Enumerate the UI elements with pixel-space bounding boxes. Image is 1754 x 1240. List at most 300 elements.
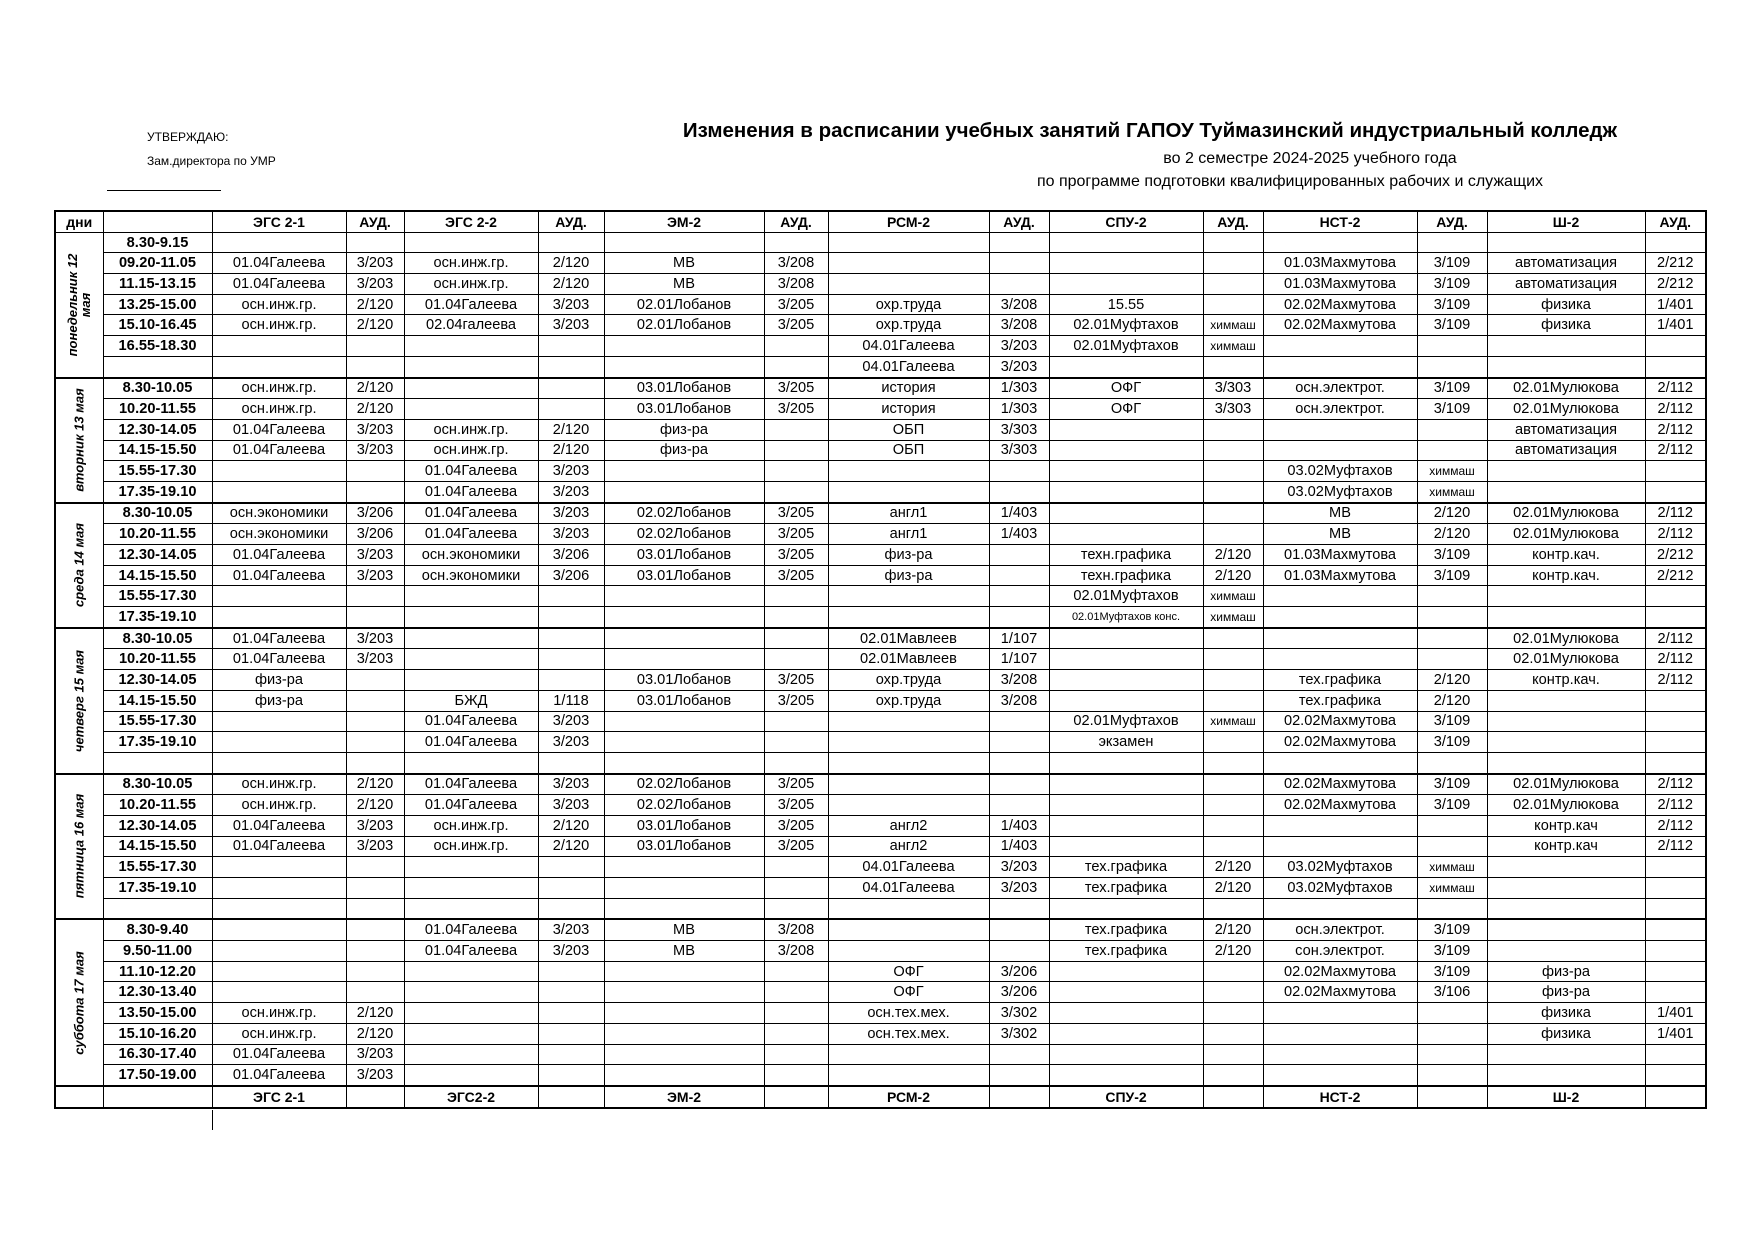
header-cell: дни bbox=[55, 211, 103, 232]
footer-cell bbox=[1645, 1086, 1706, 1108]
schedule-cell: 2/112 bbox=[1645, 795, 1706, 816]
schedule-cell: 03.01Лобанов bbox=[604, 399, 764, 420]
schedule-cell: 3/205 bbox=[764, 399, 828, 420]
schedule-cell: 02.01Муфтахов bbox=[1049, 315, 1203, 336]
schedule-cell bbox=[828, 774, 989, 795]
approval-line-2: Зам.директора по УМР bbox=[147, 154, 276, 168]
schedule-cell: 2/112 bbox=[1645, 836, 1706, 857]
schedule-cell: 1/118 bbox=[538, 690, 604, 711]
schedule-cell: 3/302 bbox=[989, 1023, 1049, 1044]
header-cell: АУД. bbox=[346, 211, 404, 232]
schedule-cell: МВ bbox=[1263, 503, 1417, 524]
signature-line bbox=[107, 190, 221, 191]
schedule-cell: 2/112 bbox=[1645, 419, 1706, 440]
schedule-cell bbox=[1487, 919, 1645, 940]
schedule-cell bbox=[828, 898, 989, 919]
schedule-cell bbox=[1203, 670, 1263, 691]
schedule-cell bbox=[346, 356, 404, 377]
table-row bbox=[55, 336, 1706, 357]
day-label-cell bbox=[55, 503, 103, 628]
schedule-cell bbox=[828, 274, 989, 295]
schedule-cell: 02.01Мавлеев bbox=[828, 628, 989, 649]
schedule-cell: 01.04Галеева bbox=[404, 503, 538, 524]
schedule-cell bbox=[212, 232, 346, 253]
schedule-cell: охр.труда bbox=[828, 670, 989, 691]
schedule-cell bbox=[1487, 752, 1645, 773]
schedule-cell: физ-ра bbox=[212, 670, 346, 691]
table-row bbox=[55, 586, 1706, 607]
day-label-cell bbox=[55, 774, 103, 920]
schedule-cell: химмаш bbox=[1203, 336, 1263, 357]
table-row bbox=[55, 356, 1706, 377]
table-row bbox=[55, 274, 1706, 295]
schedule-cell bbox=[604, 1044, 764, 1065]
schedule-cell bbox=[538, 961, 604, 982]
footer-cell: ЭГС2-2 bbox=[404, 1086, 538, 1108]
schedule-cell: 3/203 bbox=[538, 315, 604, 336]
schedule-cell bbox=[1049, 440, 1203, 461]
schedule-cell: 01.04Галеева bbox=[404, 919, 538, 940]
schedule-cell: 2/112 bbox=[1645, 524, 1706, 545]
schedule-cell bbox=[989, 732, 1049, 753]
schedule-cell: 2/212 bbox=[1645, 565, 1706, 586]
schedule-cell bbox=[1203, 1003, 1263, 1024]
schedule-cell: 2/120 bbox=[346, 774, 404, 795]
schedule-cell bbox=[828, 941, 989, 962]
schedule-cell bbox=[404, 649, 538, 670]
time-cell: 14.15-15.50 bbox=[103, 565, 212, 586]
schedule-cell bbox=[604, 711, 764, 732]
schedule-cell: 3/203 bbox=[346, 815, 404, 836]
schedule-cell: 02.02Махмутова bbox=[1263, 711, 1417, 732]
schedule-cell: 04.01Галеева bbox=[828, 356, 989, 377]
schedule-cell bbox=[1645, 752, 1706, 773]
schedule-cell: 2/212 bbox=[1645, 545, 1706, 566]
schedule-cell: 1/401 bbox=[1645, 1023, 1706, 1044]
schedule-cell: физика bbox=[1487, 1003, 1645, 1024]
schedule-cell bbox=[1049, 836, 1203, 857]
schedule-cell: тех.графика bbox=[1263, 690, 1417, 711]
schedule-cell: 3/205 bbox=[764, 565, 828, 586]
schedule-cell bbox=[212, 732, 346, 753]
schedule-cell bbox=[1487, 232, 1645, 253]
schedule-cell: 01.04Галеева bbox=[404, 294, 538, 315]
schedule-cell bbox=[1645, 1065, 1706, 1086]
schedule-cell: 03.01Лобанов bbox=[604, 565, 764, 586]
schedule-cell bbox=[764, 982, 828, 1003]
schedule-cell bbox=[404, 898, 538, 919]
schedule-cell: 02.01Муфтахов bbox=[1049, 586, 1203, 607]
schedule-cell: 3/206 bbox=[346, 524, 404, 545]
schedule-cell: осн.инж.гр. bbox=[212, 774, 346, 795]
schedule-cell: 2/120 bbox=[538, 274, 604, 295]
schedule-cell: 02.02Махмутова bbox=[1263, 795, 1417, 816]
schedule-cell: осн.экономики bbox=[212, 503, 346, 524]
schedule-cell bbox=[1263, 752, 1417, 773]
schedule-cell: ОФГ bbox=[1049, 378, 1203, 399]
schedule-cell bbox=[1203, 898, 1263, 919]
schedule-cell bbox=[764, 461, 828, 482]
schedule-cell bbox=[764, 1044, 828, 1065]
day-label-cell bbox=[55, 919, 103, 1086]
schedule-cell: 3/203 bbox=[538, 294, 604, 315]
schedule-cell: 3/208 bbox=[764, 253, 828, 274]
schedule-cell bbox=[538, 586, 604, 607]
schedule-cell: 02.02Махмутова bbox=[1263, 982, 1417, 1003]
schedule-cell bbox=[1417, 356, 1487, 377]
schedule-cell bbox=[828, 752, 989, 773]
footer-cell: ЭГС 2-1 bbox=[212, 1086, 346, 1108]
schedule-cell: контр.кач bbox=[1487, 836, 1645, 857]
schedule-cell: 3/203 bbox=[346, 419, 404, 440]
schedule-cell bbox=[1203, 961, 1263, 982]
table-stub-line bbox=[212, 1110, 213, 1130]
schedule-cell: 2/120 bbox=[346, 1023, 404, 1044]
schedule-cell bbox=[212, 982, 346, 1003]
schedule-cell: 01.03Махмутова bbox=[1263, 253, 1417, 274]
schedule-cell bbox=[538, 982, 604, 1003]
schedule-cell: 2/120 bbox=[538, 440, 604, 461]
schedule-cell: 3/203 bbox=[346, 1044, 404, 1065]
schedule-cell bbox=[346, 857, 404, 878]
schedule-cell: 2/112 bbox=[1645, 503, 1706, 524]
header-cell: АУД. bbox=[1645, 211, 1706, 232]
schedule-cell bbox=[604, 628, 764, 649]
schedule-cell bbox=[404, 961, 538, 982]
day-label-cell bbox=[55, 378, 103, 503]
schedule-cell: 01.04Галеева bbox=[212, 836, 346, 857]
schedule-cell bbox=[1203, 356, 1263, 377]
schedule-cell bbox=[604, 356, 764, 377]
schedule-cell: 3/205 bbox=[764, 315, 828, 336]
schedule-cell: 3/109 bbox=[1417, 711, 1487, 732]
schedule-cell: 3/203 bbox=[346, 253, 404, 274]
schedule-cell bbox=[538, 607, 604, 628]
schedule-cell bbox=[346, 732, 404, 753]
schedule-cell: 3/205 bbox=[764, 378, 828, 399]
header-cell: ЭМ-2 bbox=[604, 211, 764, 232]
schedule-cell: 2/212 bbox=[1645, 274, 1706, 295]
schedule-cell: 2/120 bbox=[346, 1003, 404, 1024]
table-row bbox=[55, 419, 1706, 440]
schedule-cell bbox=[346, 878, 404, 899]
time-cell: 14.15-15.50 bbox=[103, 440, 212, 461]
schedule-cell: 3/208 bbox=[764, 274, 828, 295]
schedule-cell: осн.инж.гр. bbox=[404, 440, 538, 461]
schedule-cell: осн.тех.мех. bbox=[828, 1023, 989, 1044]
time-cell: 16.30-17.40 bbox=[103, 1044, 212, 1065]
schedule-cell: ОБП bbox=[828, 440, 989, 461]
schedule-cell bbox=[1203, 795, 1263, 816]
schedule-cell bbox=[1487, 356, 1645, 377]
schedule-cell bbox=[989, 545, 1049, 566]
schedule-cell bbox=[1203, 774, 1263, 795]
schedule-cell bbox=[1263, 1023, 1417, 1044]
table-row bbox=[55, 607, 1706, 628]
schedule-cell bbox=[1417, 1003, 1487, 1024]
schedule-cell: 2/120 bbox=[346, 378, 404, 399]
schedule-cell: 02.02Махмутова bbox=[1263, 961, 1417, 982]
schedule-cell: 3/208 bbox=[764, 941, 828, 962]
schedule-cell bbox=[212, 461, 346, 482]
schedule-cell bbox=[404, 586, 538, 607]
page-title: Изменения в расписании учебных занятий ГАПОУ Туймазинский индустриальный колледж bbox=[682, 119, 1618, 142]
schedule-cell: 3/208 bbox=[989, 294, 1049, 315]
schedule-cell: осн.инж.гр. bbox=[212, 399, 346, 420]
schedule-cell: 2/120 bbox=[1417, 524, 1487, 545]
schedule-cell: 2/120 bbox=[1417, 690, 1487, 711]
schedule-cell bbox=[989, 795, 1049, 816]
table-row bbox=[55, 795, 1706, 816]
schedule-cell: 01.04Галеева bbox=[404, 711, 538, 732]
schedule-cell: контр.кач. bbox=[1487, 670, 1645, 691]
schedule-cell bbox=[1645, 732, 1706, 753]
header-cell: АУД. bbox=[989, 211, 1049, 232]
schedule-cell bbox=[538, 670, 604, 691]
schedule-cell bbox=[989, 711, 1049, 732]
schedule-cell: 01.04Галеева bbox=[212, 274, 346, 295]
table-row bbox=[55, 649, 1706, 670]
schedule-cell bbox=[1645, 982, 1706, 1003]
schedule-cell bbox=[1417, 440, 1487, 461]
schedule-cell bbox=[828, 481, 989, 502]
schedule-cell: история bbox=[828, 378, 989, 399]
schedule-cell bbox=[212, 752, 346, 773]
schedule-cell: 1/107 bbox=[989, 649, 1049, 670]
schedule-cell bbox=[1203, 294, 1263, 315]
table-row bbox=[55, 481, 1706, 502]
schedule-cell bbox=[764, 649, 828, 670]
schedule-cell: химмаш bbox=[1417, 857, 1487, 878]
schedule-cell: 3/203 bbox=[538, 732, 604, 753]
schedule-cell bbox=[1049, 795, 1203, 816]
schedule-cell: химмаш bbox=[1203, 607, 1263, 628]
time-cell: 14.15-15.50 bbox=[103, 836, 212, 857]
schedule-cell: 3/205 bbox=[764, 690, 828, 711]
table-row bbox=[55, 898, 1706, 919]
schedule-cell bbox=[764, 232, 828, 253]
schedule-cell bbox=[346, 982, 404, 1003]
schedule-cell bbox=[828, 1065, 989, 1086]
schedule-cell: 3/203 bbox=[346, 628, 404, 649]
schedule-cell bbox=[1049, 1044, 1203, 1065]
schedule-cell bbox=[1487, 857, 1645, 878]
schedule-cell: 02.02Лобанов bbox=[604, 795, 764, 816]
schedule-cell bbox=[212, 711, 346, 732]
schedule-cell: 2/120 bbox=[1203, 919, 1263, 940]
schedule-cell bbox=[989, 565, 1049, 586]
schedule-cell: 3/206 bbox=[538, 565, 604, 586]
schedule-cell bbox=[1487, 732, 1645, 753]
schedule-cell bbox=[604, 732, 764, 753]
schedule-cell: осн.экономики bbox=[404, 565, 538, 586]
table-row bbox=[55, 378, 1706, 399]
schedule-cell bbox=[1417, 836, 1487, 857]
schedule-cell: 01.04Галеева bbox=[212, 565, 346, 586]
schedule-cell: 2/120 bbox=[538, 419, 604, 440]
schedule-cell bbox=[404, 232, 538, 253]
schedule-cell: 02.02Махмутова bbox=[1263, 732, 1417, 753]
schedule-cell: осн.инж.гр. bbox=[212, 315, 346, 336]
table-row bbox=[55, 1003, 1706, 1024]
schedule-cell bbox=[404, 1044, 538, 1065]
schedule-cell: 2/112 bbox=[1645, 399, 1706, 420]
schedule-cell: 2/112 bbox=[1645, 378, 1706, 399]
schedule-cell bbox=[404, 982, 538, 1003]
schedule-cell: 02.02Лобанов bbox=[604, 524, 764, 545]
schedule-cell: 3/206 bbox=[989, 961, 1049, 982]
schedule-cell bbox=[828, 1044, 989, 1065]
schedule-cell: 01.04Галеева bbox=[404, 941, 538, 962]
schedule-cell bbox=[1263, 356, 1417, 377]
schedule-cell bbox=[346, 336, 404, 357]
schedule-cell bbox=[1487, 586, 1645, 607]
time-cell: 11.10-12.20 bbox=[103, 961, 212, 982]
schedule-cell: 3/203 bbox=[346, 274, 404, 295]
schedule-cell: 3/109 bbox=[1417, 565, 1487, 586]
schedule-cell: 04.01Галеева bbox=[828, 878, 989, 899]
schedule-cell bbox=[989, 919, 1049, 940]
table-row bbox=[55, 690, 1706, 711]
schedule-cell bbox=[1049, 774, 1203, 795]
schedule-cell: физ-ра bbox=[212, 690, 346, 711]
schedule-cell: 3/203 bbox=[346, 565, 404, 586]
schedule-cell bbox=[404, 670, 538, 691]
time-cell: 12.30-14.05 bbox=[103, 419, 212, 440]
schedule-cell bbox=[828, 607, 989, 628]
schedule-cell: 2/112 bbox=[1645, 815, 1706, 836]
schedule-cell: англ2 bbox=[828, 836, 989, 857]
schedule-cell bbox=[764, 711, 828, 732]
schedule-cell: ОФГ bbox=[1049, 399, 1203, 420]
schedule-cell bbox=[538, 857, 604, 878]
schedule-cell: 3/106 bbox=[1417, 982, 1487, 1003]
schedule-cell: 2/112 bbox=[1645, 628, 1706, 649]
schedule-cell bbox=[1417, 336, 1487, 357]
schedule-cell: 2/120 bbox=[538, 253, 604, 274]
schedule-cell bbox=[1487, 941, 1645, 962]
schedule-cell bbox=[1417, 898, 1487, 919]
schedule-cell: осн.инж.гр. bbox=[404, 836, 538, 857]
schedule-cell bbox=[346, 586, 404, 607]
schedule-cell: 01.04Галеева bbox=[212, 1044, 346, 1065]
table-row bbox=[55, 399, 1706, 420]
page-subtitle-1: во 2 семестре 2024-2025 учебного года bbox=[1163, 150, 1457, 167]
footer-cell bbox=[764, 1086, 828, 1108]
schedule-cell bbox=[1203, 440, 1263, 461]
schedule-cell: 3/203 bbox=[538, 481, 604, 502]
schedule-cell: физ-ра bbox=[828, 565, 989, 586]
schedule-cell bbox=[538, 649, 604, 670]
schedule-cell: 01.04Галеева bbox=[212, 419, 346, 440]
schedule-cell bbox=[404, 399, 538, 420]
schedule-cell: 3/109 bbox=[1417, 378, 1487, 399]
schedule-cell bbox=[538, 898, 604, 919]
header-row bbox=[55, 211, 1706, 232]
schedule-cell: 3/303 bbox=[1203, 378, 1263, 399]
schedule-cell: 2/120 bbox=[346, 399, 404, 420]
schedule-cell bbox=[404, 752, 538, 773]
schedule-cell bbox=[538, 336, 604, 357]
schedule-cell: 3/208 bbox=[764, 919, 828, 940]
schedule-cell: 01.03Махмутова bbox=[1263, 545, 1417, 566]
schedule-cell bbox=[604, 461, 764, 482]
schedule-cell bbox=[1203, 253, 1263, 274]
schedule-cell bbox=[1263, 232, 1417, 253]
schedule-cell: тех.графика bbox=[1049, 857, 1203, 878]
schedule-cell bbox=[1645, 607, 1706, 628]
footer-cell: РСМ-2 bbox=[828, 1086, 989, 1108]
schedule-cell: 02.04галеева bbox=[404, 315, 538, 336]
schedule-cell bbox=[989, 232, 1049, 253]
schedule-cell bbox=[989, 1065, 1049, 1086]
schedule-cell bbox=[1049, 274, 1203, 295]
day-label: четверг 15 мая bbox=[71, 649, 87, 752]
schedule-cell: 01.04Галеева bbox=[212, 253, 346, 274]
time-cell: 8.30-9.15 bbox=[103, 232, 212, 253]
table-row bbox=[55, 670, 1706, 691]
schedule-cell bbox=[1203, 815, 1263, 836]
time-cell: 13.50-15.00 bbox=[103, 1003, 212, 1024]
schedule-cell bbox=[1263, 628, 1417, 649]
schedule-cell bbox=[1049, 670, 1203, 691]
schedule-cell bbox=[1263, 649, 1417, 670]
time-cell: 9.50-11.00 bbox=[103, 941, 212, 962]
schedule-cell bbox=[1049, 898, 1203, 919]
schedule-cell bbox=[1049, 503, 1203, 524]
schedule-cell: 2/120 bbox=[346, 795, 404, 816]
schedule-cell: МВ bbox=[604, 919, 764, 940]
schedule-cell: 1/403 bbox=[989, 836, 1049, 857]
schedule-cell bbox=[604, 586, 764, 607]
schedule-cell: 3/208 bbox=[989, 315, 1049, 336]
schedule-cell bbox=[1645, 961, 1706, 982]
schedule-cell: осн.инж.гр. bbox=[212, 795, 346, 816]
schedule-cell: техн.графика bbox=[1049, 545, 1203, 566]
schedule-cell bbox=[764, 961, 828, 982]
schedule-cell bbox=[1203, 232, 1263, 253]
schedule-cell bbox=[1487, 336, 1645, 357]
time-cell: 17.35-19.10 bbox=[103, 607, 212, 628]
schedule-cell: ОФГ bbox=[828, 961, 989, 982]
schedule-cell: 02.01Мулюкова bbox=[1487, 399, 1645, 420]
schedule-cell bbox=[764, 440, 828, 461]
footer-cell bbox=[1417, 1086, 1487, 1108]
footer-cell: Ш-2 bbox=[1487, 1086, 1645, 1108]
schedule-cell bbox=[212, 898, 346, 919]
schedule-cell bbox=[989, 481, 1049, 502]
schedule-cell: 3/109 bbox=[1417, 795, 1487, 816]
header-cell: НСТ-2 bbox=[1263, 211, 1417, 232]
schedule-cell bbox=[1049, 461, 1203, 482]
schedule-cell: 3/303 bbox=[989, 440, 1049, 461]
schedule-cell bbox=[538, 1044, 604, 1065]
schedule-cell: 3/109 bbox=[1417, 774, 1487, 795]
schedule-cell bbox=[1417, 1044, 1487, 1065]
schedule-cell bbox=[1487, 690, 1645, 711]
schedule-cell: осн.инж.гр. bbox=[404, 815, 538, 836]
schedule-cell: 3/109 bbox=[1417, 919, 1487, 940]
time-cell: 15.10-16.45 bbox=[103, 315, 212, 336]
schedule-cell: 3/109 bbox=[1417, 399, 1487, 420]
schedule-cell: 02.01Лобанов bbox=[604, 294, 764, 315]
schedule-cell: 2/120 bbox=[1417, 503, 1487, 524]
time-cell: 17.35-19.10 bbox=[103, 481, 212, 502]
schedule-cell bbox=[1203, 1065, 1263, 1086]
schedule-cell bbox=[1263, 336, 1417, 357]
schedule-cell: 01.04Галеева bbox=[404, 461, 538, 482]
schedule-cell bbox=[1263, 586, 1417, 607]
